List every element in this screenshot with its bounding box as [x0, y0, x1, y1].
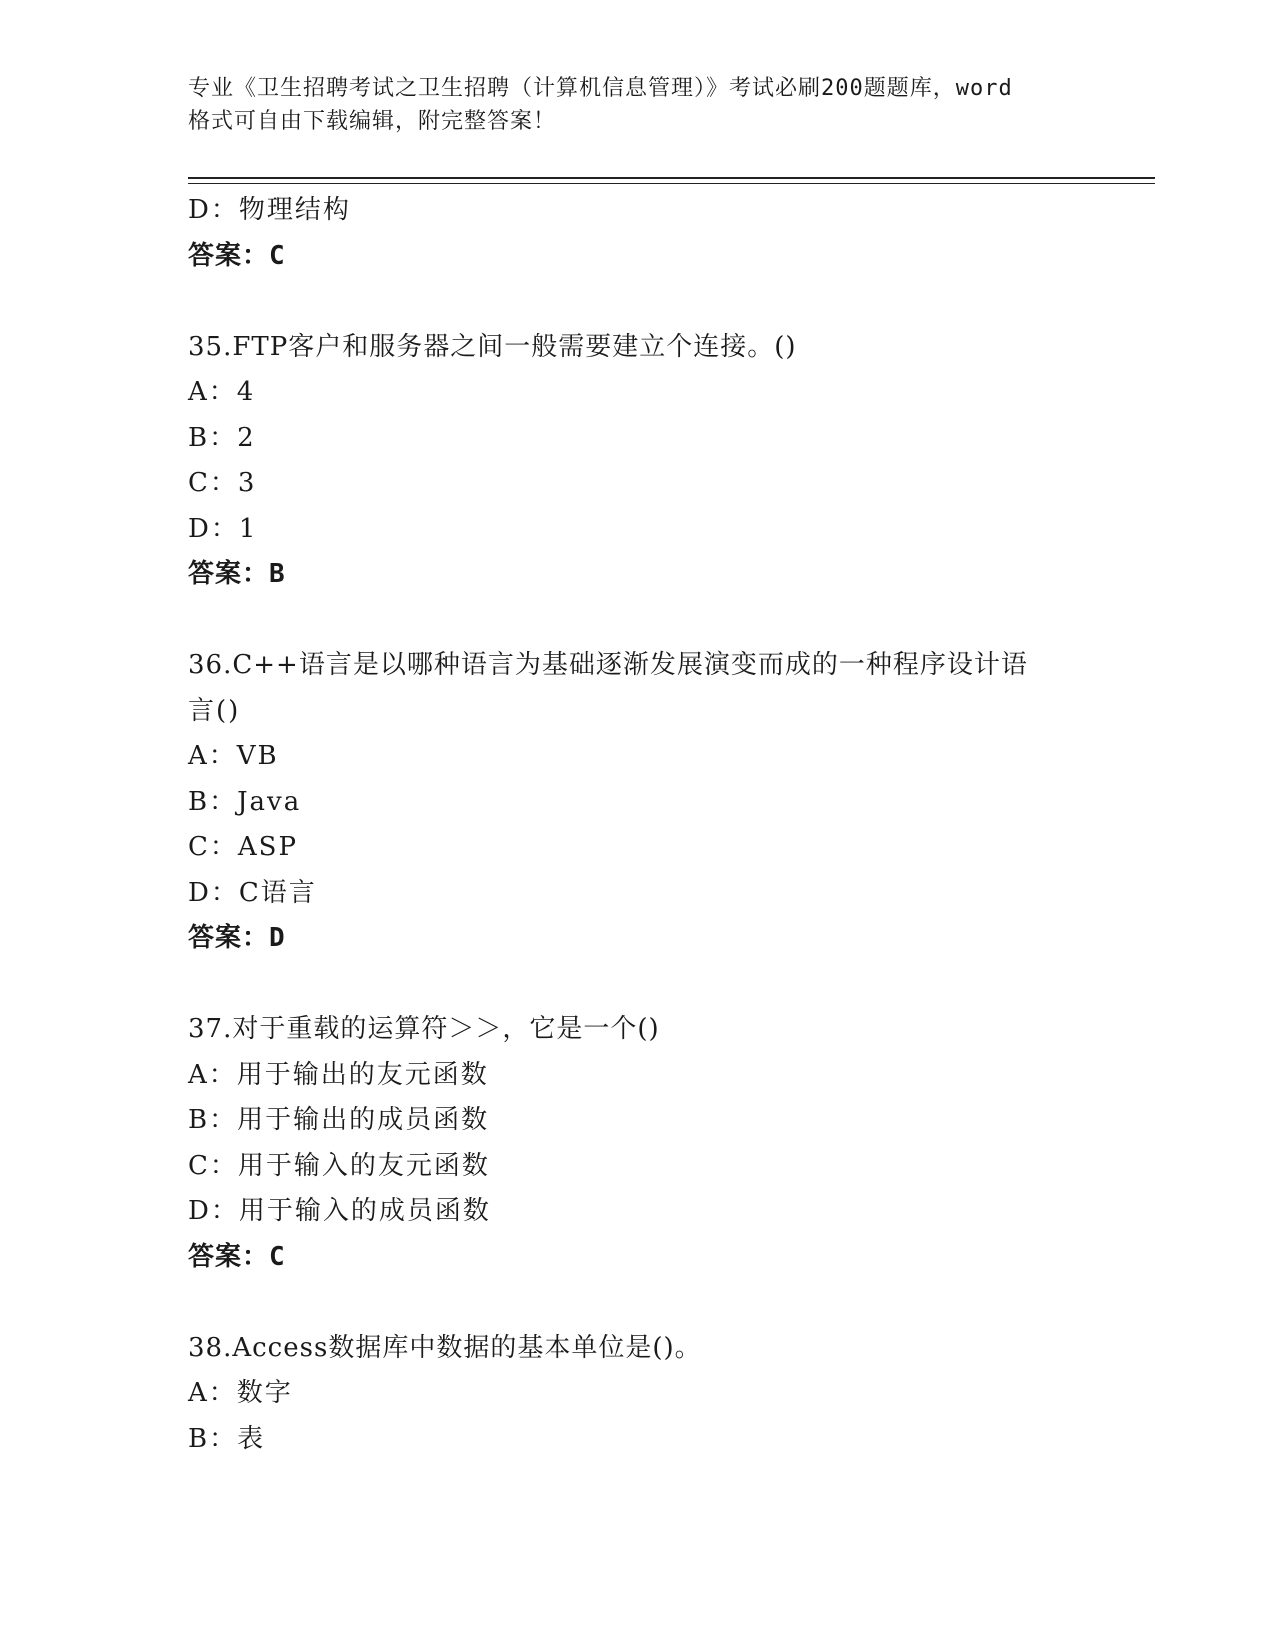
question-38 — [188, 1326, 1088, 1463]
option-a: A：4 — [188, 377, 256, 407]
answer: 答案：B — [188, 559, 286, 589]
option-d: D：用于输入的成员函数 — [188, 1196, 491, 1226]
option-c: C：3 — [188, 468, 257, 498]
option-b: B：Java — [188, 786, 302, 817]
header-divider — [188, 177, 1155, 179]
option-d: D：C语言 — [188, 877, 317, 908]
prev-question-answer: 答案：C — [188, 240, 286, 271]
answer: 答案：C — [188, 1241, 286, 1272]
question-stem: 35.FTP客户和服务器之间一般需要建立个连接。() — [188, 331, 797, 362]
question-35 — [188, 325, 1088, 598]
option-b: B：2 — [188, 422, 256, 453]
question-stem-continued: 言() — [188, 695, 241, 726]
option-d: D：1 — [188, 513, 258, 544]
answer: 答案：D — [188, 923, 286, 953]
spacer — [188, 1280, 1088, 1326]
option-b: B：用于输出的成员函数 — [188, 1105, 490, 1135]
option-c: C：ASP — [188, 832, 298, 862]
spacer — [188, 598, 1088, 644]
header-line-2: 格式可自由下载编辑，附完整答案！ — [188, 109, 557, 134]
question-stem: 36.C++语言是以哪种语言为基础逐渐发展演变而成的一种程序设计语 — [188, 650, 1028, 680]
option-a: A：用于输出的友元函数 — [188, 1059, 489, 1090]
question-stem: 38.Access数据库中数据的基本单位是()。 — [188, 1332, 702, 1363]
question-36 — [188, 643, 1088, 962]
option-b: B：表 — [188, 1423, 266, 1454]
option-c: C：用于输入的友元函数 — [188, 1150, 490, 1181]
option-a: A：VB — [188, 741, 279, 771]
header-divider-thin — [188, 183, 1155, 184]
question-stem: 37.对于重载的运算符＞＞，它是一个() — [188, 1014, 660, 1044]
question-37 — [188, 1007, 1088, 1280]
prev-question-option-d: D：物理结构 — [188, 195, 351, 225]
option-a: A：数字 — [188, 1378, 293, 1408]
document-body — [188, 188, 1088, 1462]
spacer — [188, 279, 1088, 325]
header-line-1: 专业《卫生招聘考试之卫生招聘（计算机信息管理）》考试必刷200题题库，word — [188, 76, 1013, 101]
document-header — [188, 72, 1088, 138]
spacer — [188, 962, 1088, 1008]
